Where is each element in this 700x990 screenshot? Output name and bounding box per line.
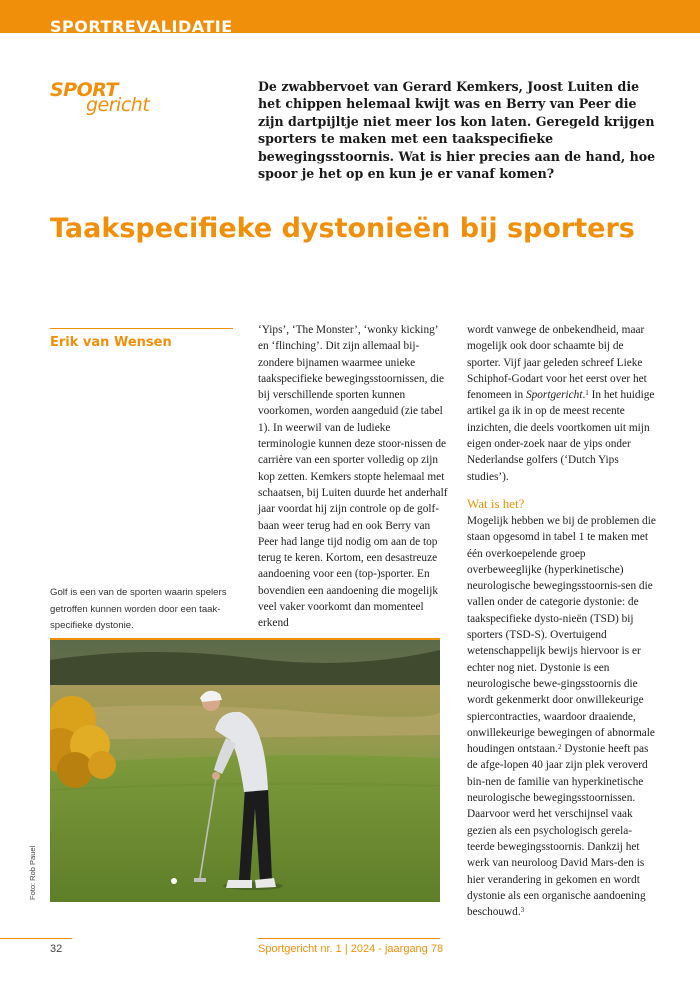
author-name: Erik van Wensen — [50, 335, 172, 350]
footer-divider-left — [0, 938, 72, 939]
logo-word-sport: SPORT — [50, 79, 118, 101]
footnote-ref: 2 — [558, 743, 562, 752]
section-label: SPORTREVALIDATIE — [50, 17, 233, 36]
text-run: In het huidige artikel ga ik in op de meest recente inzichten, die deels voortkomen uit mijn eigen onder-zoek naar de yips onder Nederlandse golfers (‘Dutch Yips studies’). — [467, 389, 655, 483]
body-paragraph: wordt vanwege de onbekendheid, maar mogelijk ook door schaamte bij de sporter. Vijf jaar geleden schreef Lieke Schiphof-Godart voor het eerst over het fenomeen in Sportgericht.$^1$ In het huidige artikel ga ik in op de meest recente inzichten, die deels voortkomen uit mijn eigen onder-zoek naar de yips onder Nederlandse golfers (‘Dutch Yips studies’). — [467, 324, 655, 483]
body-column-2 — [467, 322, 657, 920]
golfer-photo — [50, 640, 440, 902]
journal-mention: Sportgericht — [525, 389, 583, 402]
subheading: Wat is het? — [467, 495, 525, 511]
photo-credit: Foto: Rob Pauel — [28, 845, 37, 900]
article-title: Taakspecifieke dystonieën bij sporters — [50, 213, 635, 244]
section-header-bar — [0, 0, 700, 36]
page-number: 32 — [50, 943, 63, 955]
body-paragraph — [467, 513, 657, 920]
text-run: wordt vanwege de onbekendheid, maar mogelijk ook door schaamte bij de sporter. Vijf jaar geleden schreef Lieke Schiphof-Godart voor het eerst over het fenomeen in — [467, 324, 647, 402]
logo-word-gericht: gericht — [86, 94, 150, 116]
golf-scene-illustration — [50, 640, 440, 902]
footer-divider-right — [258, 938, 440, 939]
footnote-ref: 1 — [585, 389, 589, 398]
text-run: Dystonie heeft pas de afge-lopen 40 jaar zijn plek veroverd bin-nen de familie van hyperkinetische neurologische bewegingsstoornissen. Daarvoor werd het verschijnsel vaak gezien als een psychologisch gerela-teerde bewegingsstoornis. Dankzij het werk van neuroloog David Mars-den is hier verandering in gekomen en wordt dystonie als een organische aandoening beschouwd. — [467, 743, 649, 919]
body-column-1 — [258, 322, 448, 632]
journal-footer: Sportgericht nr. 1 | 2024 - jaargang 78 — [258, 943, 444, 955]
sportgericht-logo — [50, 80, 160, 120]
footnote-ref: 3 — [520, 906, 525, 915]
author-divider — [50, 328, 233, 329]
text-run: Mogelijk hebben we bij de problemen die staan opgesomd in tabel 1 te maken met één overkoepelende groep overbeweeglijke (hyperkinetische) neurologische bewegingsstoornis-sen die vallen onder de categorie dystonie: de taakspecifieke dysto-nieën (TSD) bij sporters (TSD-S). Overtuigend wetenschappelijk bewijs hiervoor is er echter nog niet. Dystonie is een neurologische bewe-gingsstoornis die wordt gekenmerkt door onwillekeurige spiercontracties, waardoor draaiende, onwillekeurige bewegingen of abnormale houdingen ontstaan. — [467, 514, 656, 756]
photo-caption: Golf is een van de sporten waarin spelers getroffen kunnen worden door een taak-specifieke dystonie. — [50, 587, 227, 631]
body-paragraph: ‘Yips’, ‘The Monster’, ‘wonky kicking’ en ‘flinching’. Dit zijn allemaal bij-zondere bijnamen waarmee unieke taakspecifieke bewegingsstoornissen, die bij verschillende sporten kunnen voorkomen, worden aangeduid (zie tabel 1). In weerwil van de ludieke terminologie kunnen deze stoor-nissen de carrière van een sporter volledig op zijn kop zetten. Kemkers stopte helemaal met schaatsen, bij Luiten duurde het anderhalf jaar voordat hij zijn controle op de golf-baan weer terug had en ook Berry van Peer had lange tijd nodig om aan de top terug te keren. Kortom, een desastreuze aandoening voor een (top-)sporter. En bovendien een aandoening die mogelijk veel vaker voorkomt dan momenteel erkend — [258, 324, 448, 630]
intro-paragraph: De zwabbervoet van Gerard Kemkers, Joost Luiten die het chippen helemaal kwijt was en Berry van Peer die zijn dartpijltje niet meer los kon laten. Geregeld krijgen sporters te maken met een taakspecifieke bewegingsstoornis. Wat is hier precies aan de hand, hoe spoor je het op en kun je er vanaf komen? — [258, 79, 656, 182]
